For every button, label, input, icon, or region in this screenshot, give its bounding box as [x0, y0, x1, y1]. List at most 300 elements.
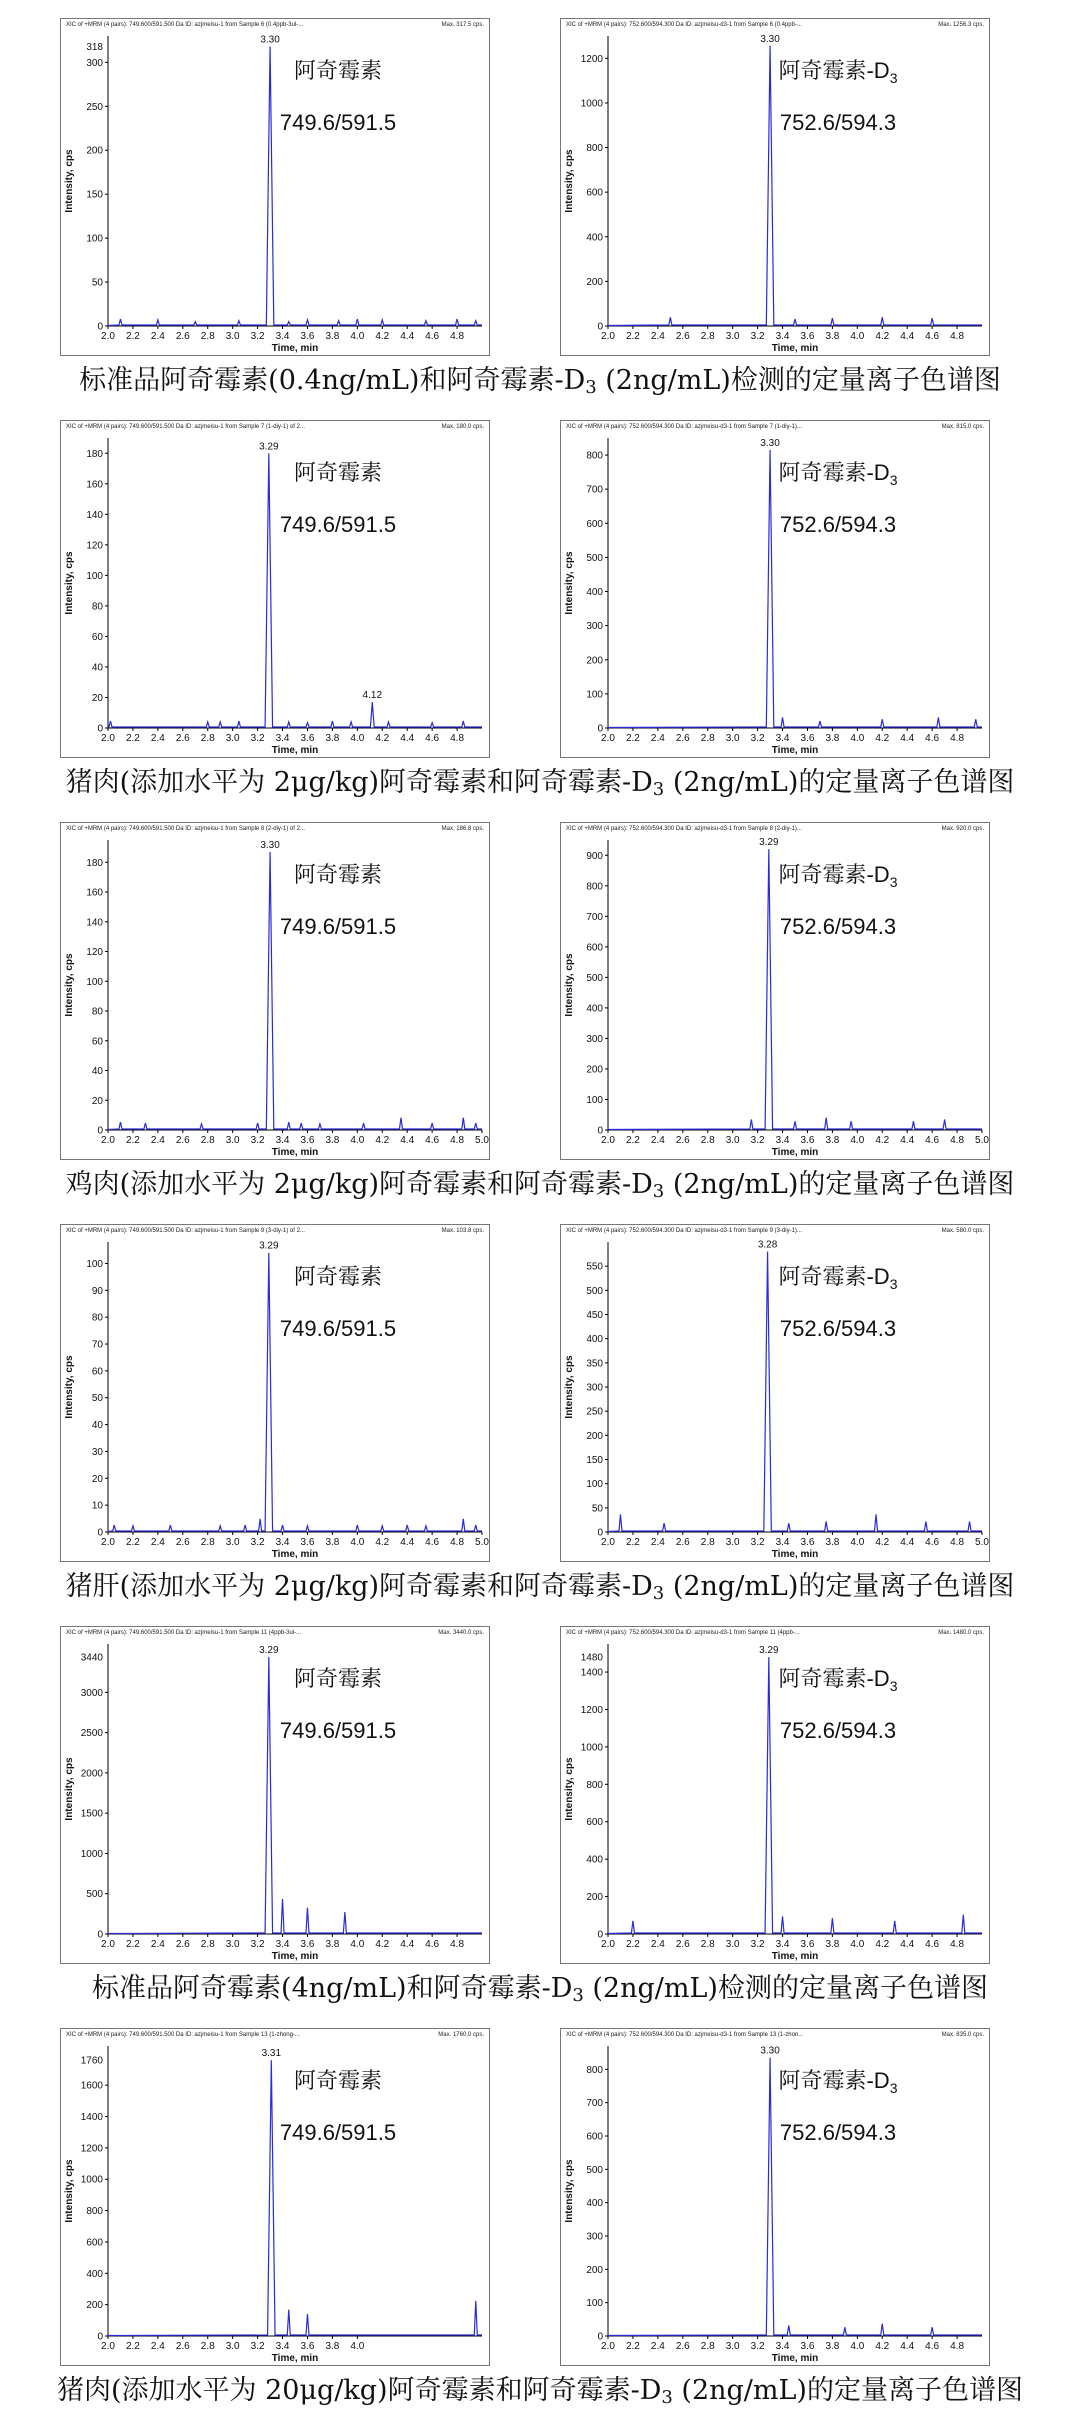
peak-label: 3.29 — [759, 837, 779, 849]
x-tick-label: 4.6 — [925, 733, 940, 744]
x-tick-label: 5.0 — [975, 1135, 989, 1146]
peak-label: 3.30 — [760, 33, 780, 45]
panel-header: XIC of +MRM (4 pairs): 752.600/594.300 Da ID: azjmeisu-d3-1 from Sample 13 (1-zhon... — [566, 2032, 804, 2038]
x-tick-label: 3.0 — [225, 1939, 240, 1950]
y-tick-label: 400 — [586, 1003, 603, 1015]
figure-caption: 鸡肉(添加水平为 2μg/kg)阿奇霉素和阿奇霉素$-D_3$ (2ng/mL)的定量离子色谱图 — [65, 1169, 1015, 1202]
chromatogram-3-1 — [560, 1224, 990, 1562]
panel-frame — [561, 1627, 990, 1964]
x-tick-label: 4.2 — [875, 1939, 890, 1950]
x-tick-label: 3.4 — [775, 1135, 790, 1146]
y-tick-label: 160 — [86, 479, 103, 491]
x-tick-label: 4.8 — [950, 1135, 965, 1146]
x-tick-label: 2.6 — [175, 2341, 190, 2352]
x-tick-label: 2.0 — [601, 1135, 615, 1146]
y-tick-label: 400 — [586, 1334, 603, 1346]
y-tick-label: 200 — [586, 2264, 603, 2276]
x-tick-label: 4.4 — [400, 1537, 415, 1548]
y-tick-label: 40 — [91, 662, 103, 674]
y-axis-label: Intensity, cps — [64, 1355, 75, 1419]
y-tick-label: 350 — [586, 1358, 603, 1370]
x-tick-label: 4.4 — [400, 1135, 415, 1146]
x-axis-label: Time, min — [771, 1549, 819, 1560]
y-tick-label: 10 — [91, 1500, 103, 1512]
x-tick-label: 3.6 — [800, 733, 815, 744]
compound-name: 阿奇霉素 — [293, 862, 383, 887]
panel-max: Max. 815.0 cps. — [941, 424, 984, 430]
x-tick-label: 3.6 — [800, 2341, 815, 2352]
x-tick-label: 4.2 — [875, 1135, 890, 1146]
x-tick-label: 4.0 — [850, 1537, 865, 1548]
panel-max: Max. 186.8 cps. — [441, 826, 484, 832]
x-tick-label: 4.6 — [425, 1537, 440, 1548]
x-axis-label: Time, min — [771, 343, 819, 354]
x-tick-label: 2.4 — [150, 2341, 165, 2352]
transition-label: 752.6/594.3 — [779, 1316, 897, 1341]
y-tick-label: 1600 — [80, 2080, 103, 2092]
chromatogram-3-0 — [60, 1224, 490, 1562]
x-tick-label: 4.6 — [925, 1537, 940, 1548]
x-tick-label: 2.2 — [625, 331, 640, 342]
x-tick-label: 4.4 — [900, 331, 915, 342]
x-axis-label: Time, min — [271, 1147, 319, 1158]
x-tick-label: 4.4 — [900, 1135, 915, 1146]
x-tick-label: 2.6 — [675, 733, 690, 744]
y-tick-label: 20 — [91, 1473, 103, 1485]
y-max-label: 1760 — [80, 2055, 103, 2067]
y-tick-label: 600 — [586, 942, 603, 954]
x-axis-label: Time, min — [771, 2353, 819, 2364]
peak-label: 3.28 — [757, 1239, 778, 1251]
x-tick-label: 4.4 — [400, 1939, 415, 1950]
x-tick-label: 4.4 — [400, 331, 415, 342]
x-tick-label: 2.0 — [101, 1939, 115, 1950]
y-tick-label: 100 — [586, 689, 603, 701]
y-tick-label: 500 — [586, 2164, 603, 2176]
y-axis-label: Intensity, cps — [64, 2159, 75, 2223]
x-tick-label: 4.2 — [875, 2341, 890, 2352]
x-tick-label: 2.8 — [200, 1537, 215, 1548]
peak-label: 3.29 — [259, 1644, 279, 1656]
x-tick-label: 3.4 — [275, 1135, 290, 1146]
x-tick-label: 4.0 — [350, 2341, 365, 2352]
x-tick-label: 2.0 — [101, 1135, 115, 1146]
y-tick-label: 0 — [97, 1527, 103, 1539]
transition-label: 752.6/594.3 — [779, 914, 897, 939]
x-tick-label: 3.0 — [725, 331, 740, 342]
y-tick-label: 800 — [586, 450, 603, 462]
y-tick-label: 300 — [586, 1382, 603, 1394]
y-tick-label: 0 — [597, 1527, 603, 1539]
x-tick-label: 5.0 — [975, 1537, 989, 1548]
x-tick-label: 3.0 — [225, 1537, 240, 1548]
y-axis-label: Intensity, cps — [64, 1757, 75, 1821]
chromatogram-5-1 — [560, 2028, 990, 2366]
panel-frame — [61, 1627, 490, 1964]
y-axis-label: Intensity, cps — [564, 149, 575, 213]
y-tick-label: 900 — [586, 850, 603, 862]
panel-header: XIC of +MRM (4 pairs): 752.600/594.300 Da ID: azjmeisu-d3-1 from Sample 7 (1-diy-1)... — [566, 424, 802, 430]
y-tick-label: 100 — [586, 1479, 603, 1491]
x-axis-label: Time, min — [271, 1549, 319, 1560]
y-tick-label: 250 — [86, 101, 103, 113]
x-tick-label: 3.4 — [275, 2341, 290, 2352]
x-tick-label: 2.0 — [101, 733, 115, 744]
y-tick-label: 800 — [586, 881, 603, 893]
x-tick-label: 3.8 — [825, 1537, 840, 1548]
y-tick-label: 180 — [86, 448, 103, 460]
peak-label: 3.29 — [259, 1240, 279, 1252]
y-tick-label: 200 — [586, 1430, 603, 1442]
x-tick-label: 3.4 — [775, 733, 790, 744]
x-tick-label: 3.6 — [800, 1135, 815, 1146]
x-tick-label: 3.2 — [750, 1135, 765, 1146]
y-axis-label: Intensity, cps — [564, 953, 575, 1017]
y-tick-label: 550 — [586, 1261, 603, 1273]
x-tick-label: 4.6 — [925, 1135, 940, 1146]
x-tick-label: 4.8 — [950, 1939, 965, 1950]
x-tick-label: 3.0 — [225, 2341, 240, 2352]
y-axis-label: Intensity, cps — [564, 2159, 575, 2223]
y-tick-label: 0 — [97, 723, 103, 735]
x-tick-label: 3.0 — [725, 1135, 740, 1146]
y-tick-label: 400 — [586, 1854, 603, 1866]
x-tick-label: 2.4 — [150, 331, 165, 342]
x-tick-label: 2.8 — [200, 1939, 215, 1950]
panel-frame — [61, 1225, 490, 1562]
x-tick-label: 3.2 — [750, 1939, 765, 1950]
x-tick-label: 3.8 — [325, 331, 340, 342]
y-tick-label: 600 — [586, 1817, 603, 1829]
y-tick-label: 80 — [91, 601, 103, 613]
panel-frame — [561, 823, 990, 1160]
x-tick-label: 4.2 — [875, 1537, 890, 1548]
transition-label: 749.6/591.5 — [279, 1316, 397, 1341]
x-tick-label: 3.2 — [750, 331, 765, 342]
x-tick-label: 3.0 — [225, 733, 240, 744]
x-tick-label: 4.0 — [850, 1135, 865, 1146]
x-tick-label: 4.2 — [875, 331, 890, 342]
y-tick-label: 600 — [586, 187, 603, 199]
y-tick-label: 600 — [586, 518, 603, 530]
panel-frame — [61, 421, 490, 758]
x-tick-label: 2.4 — [650, 1537, 665, 1548]
chromatogram-1-1 — [560, 420, 990, 758]
x-tick-label: 2.2 — [125, 1939, 140, 1950]
y-tick-label: 0 — [97, 2331, 103, 2343]
x-tick-label: 2.4 — [650, 1939, 665, 1950]
panel-frame — [561, 19, 990, 356]
y-tick-label: 1400 — [580, 1667, 603, 1679]
panel-header: XIC of +MRM (4 pairs): 749.600/591.500 Da ID: azjmeisu-1 from Sample 7 (1-diy-1) of 2... — [66, 424, 305, 430]
chromatogram-0-1 — [560, 18, 990, 356]
y-tick-label: 40 — [91, 1066, 103, 1078]
y-tick-label: 100 — [586, 2298, 603, 2310]
panel-max: Max. 103.8 cps. — [441, 1228, 484, 1234]
x-tick-label: 4.4 — [900, 1537, 915, 1548]
x-tick-label: 3.4 — [775, 1537, 790, 1548]
x-tick-label: 4.4 — [900, 1939, 915, 1950]
x-tick-label: 3.8 — [825, 1135, 840, 1146]
compound-name: 阿奇霉素$-D_3$ — [778, 1264, 898, 1292]
x-tick-label: 3.8 — [825, 733, 840, 744]
y-tick-label: 300 — [586, 2231, 603, 2243]
x-tick-label: 3.8 — [325, 1939, 340, 1950]
y-axis-label: Intensity, cps — [64, 551, 75, 615]
x-tick-label: 5.0 — [475, 1537, 489, 1548]
peak-label: 3.30 — [760, 2045, 780, 2057]
y-tick-label: 700 — [586, 484, 603, 496]
y-tick-label: 150 — [86, 189, 103, 201]
chromatogram-4-0 — [60, 1626, 490, 1964]
compound-name: 阿奇霉素$-D_3$ — [778, 862, 898, 890]
panel-max: Max. 180.0 cps. — [441, 424, 484, 430]
x-tick-label: 4.6 — [925, 331, 940, 342]
panel-frame — [561, 421, 990, 758]
panel-header: XIC of +MRM (4 pairs): 752.600/594.300 Da ID: azjmeisu-d3-1 from Sample 11 (4ppb-... — [566, 1630, 800, 1636]
panel-max: Max. 1256.3 cps. — [938, 22, 984, 28]
x-tick-label: 2.8 — [700, 1537, 715, 1548]
panel-header: XIC of +MRM (4 pairs): 752.600/594.300 Da ID: azjmeisu-d3-1 from Sample 9 (3-diy-1)... — [566, 1228, 802, 1234]
x-tick-label: 2.4 — [150, 1939, 165, 1950]
y-tick-label: 100 — [86, 233, 103, 245]
x-axis-label: Time, min — [771, 745, 819, 756]
x-tick-label: 3.8 — [825, 1939, 840, 1950]
y-tick-label: 450 — [586, 1310, 603, 1321]
y-max-label: 1480 — [580, 1652, 603, 1664]
y-tick-label: 100 — [86, 570, 103, 582]
y-tick-label: 50 — [91, 277, 103, 289]
x-tick-label: 3.2 — [250, 331, 265, 342]
compound-name: 阿奇霉素$-D_3$ — [778, 2068, 898, 2096]
x-tick-label: 4.2 — [375, 733, 390, 744]
y-tick-label: 300 — [586, 621, 603, 633]
x-tick-label: 2.8 — [200, 1135, 215, 1146]
x-tick-label: 2.2 — [125, 331, 140, 342]
x-tick-label: 3.8 — [825, 2341, 840, 2352]
transition-label: 752.6/594.3 — [779, 2120, 897, 2145]
x-axis-label: Time, min — [271, 343, 319, 354]
chromatogram-4-1 — [560, 1626, 990, 1964]
peak-label: 3.31 — [261, 2048, 282, 2060]
x-tick-label: 3.6 — [800, 331, 815, 342]
x-axis-label: Time, min — [271, 2353, 319, 2364]
y-max-label: 318 — [86, 42, 103, 54]
transition-label: 749.6/591.5 — [279, 914, 397, 939]
y-tick-label: 300 — [86, 57, 103, 69]
x-tick-label: 3.2 — [750, 733, 765, 744]
y-tick-label: 400 — [586, 2198, 603, 2210]
x-tick-label: 2.2 — [625, 733, 640, 744]
y-tick-label: 250 — [586, 1406, 603, 1418]
y-tick-label: 100 — [86, 976, 103, 988]
x-tick-label: 2.4 — [150, 733, 165, 744]
peak-label: 3.30 — [260, 839, 280, 851]
x-tick-label: 4.8 — [450, 1537, 465, 1548]
x-tick-label: 3.4 — [775, 2341, 790, 2352]
x-tick-label: 2.6 — [675, 1939, 690, 1950]
x-tick-label: 4.6 — [425, 1939, 440, 1950]
compound-name: 阿奇霉素 — [293, 2068, 383, 2093]
chromatogram-2-0 — [60, 822, 490, 1160]
y-axis-label: Intensity, cps — [564, 1355, 575, 1419]
x-tick-label: 2.6 — [175, 1537, 190, 1548]
x-tick-label: 2.2 — [125, 1537, 140, 1548]
y-axis-label: Intensity, cps — [64, 953, 75, 1017]
compound-name: 阿奇霉素$-D_3$ — [778, 1666, 898, 1694]
x-tick-label: 3.6 — [300, 2341, 315, 2352]
x-tick-label: 2.8 — [200, 733, 215, 744]
panel-header: XIC of +MRM (4 pairs): 752.600/594.300 Da ID: azjmeisu-d3-1 from Sample 6 (0.4ppb-... — [566, 22, 802, 28]
x-tick-label: 3.4 — [775, 331, 790, 342]
x-tick-label: 3.6 — [800, 1537, 815, 1548]
x-tick-label: 2.2 — [625, 1537, 640, 1548]
panel-header: XIC of +MRM (4 pairs): 749.600/591.500 Da ID: azjmeisu-1 from Sample 13 (1-zhong-... — [66, 2032, 300, 2038]
figure-caption: 标准品阿奇霉素(4ng/mL)和阿奇霉素$-D_3$ (2ng/mL)检测的定量离子色谱图 — [92, 1973, 988, 2006]
y-tick-label: 200 — [586, 1892, 603, 1904]
y-tick-label: 0 — [97, 1125, 103, 1137]
transition-label: 749.6/591.5 — [279, 512, 397, 537]
y-tick-label: 30 — [91, 1446, 103, 1458]
x-tick-label: 4.8 — [950, 1537, 965, 1548]
x-tick-label: 3.8 — [325, 1135, 340, 1146]
y-tick-label: 700 — [586, 2098, 603, 2110]
x-tick-label: 3.0 — [225, 331, 240, 342]
x-tick-label: 4.8 — [450, 331, 465, 342]
y-tick-label: 20 — [91, 692, 103, 704]
y-tick-label: 0 — [597, 723, 603, 735]
transition-label: 752.6/594.3 — [779, 110, 897, 135]
y-tick-label: 2500 — [80, 1728, 103, 1740]
y-tick-label: 1200 — [580, 1704, 603, 1716]
y-tick-label: 200 — [586, 655, 603, 667]
y-tick-label: 80 — [91, 1312, 103, 1324]
x-tick-label: 2.0 — [601, 1537, 615, 1548]
y-tick-label: 500 — [86, 1889, 103, 1901]
x-tick-label: 3.2 — [250, 733, 265, 744]
y-tick-label: 300 — [586, 1033, 603, 1045]
panel-max: Max. 835.0 cps. — [941, 2032, 984, 2038]
x-tick-label: 2.2 — [625, 2341, 640, 2352]
y-tick-label: 140 — [86, 917, 103, 929]
x-tick-label: 4.0 — [350, 1939, 365, 1950]
x-tick-label: 2.4 — [150, 1135, 165, 1146]
x-tick-label: 4.0 — [850, 331, 865, 342]
x-tick-label: 2.6 — [175, 331, 190, 342]
y-tick-label: 800 — [586, 143, 603, 155]
x-tick-label: 3.4 — [275, 733, 290, 744]
y-tick-label: 100 — [86, 1258, 103, 1270]
y-tick-label: 400 — [86, 2268, 103, 2280]
x-tick-label: 5.0 — [475, 1135, 489, 1146]
x-axis-label: Time, min — [771, 1951, 819, 1962]
x-tick-label: 2.8 — [200, 2341, 215, 2352]
peak-label: 3.30 — [260, 34, 280, 46]
panel-max: Max. 1480.0 cps. — [938, 1630, 984, 1636]
x-tick-label: 4.6 — [925, 2341, 940, 2352]
x-tick-label: 2.2 — [625, 1135, 640, 1146]
y-tick-label: 60 — [91, 631, 103, 643]
y-tick-label: 90 — [91, 1285, 103, 1297]
y-tick-label: 150 — [586, 1455, 603, 1466]
x-tick-label: 4.4 — [900, 2341, 915, 2352]
x-tick-label: 3.6 — [800, 1939, 815, 1950]
chromatogram-1-0 — [60, 420, 490, 758]
y-tick-label: 200 — [86, 145, 103, 157]
y-tick-label: 1400 — [80, 2112, 103, 2124]
x-tick-label: 4.2 — [375, 1939, 390, 1950]
panel-frame — [61, 19, 490, 356]
x-tick-label: 3.0 — [725, 1939, 740, 1950]
x-axis-label: Time, min — [271, 1951, 319, 1962]
x-tick-label: 2.8 — [200, 331, 215, 342]
x-tick-label: 3.0 — [725, 2341, 740, 2352]
transition-label: 752.6/594.3 — [779, 1718, 897, 1743]
y-tick-label: 1200 — [580, 53, 603, 65]
y-tick-label: 50 — [591, 1503, 603, 1515]
x-tick-label: 2.0 — [601, 2341, 615, 2352]
y-tick-label: 600 — [86, 2237, 103, 2249]
y-tick-label: 60 — [91, 1036, 103, 1048]
x-tick-label: 2.4 — [650, 331, 665, 342]
chromatogram-0-0 — [60, 18, 490, 356]
x-tick-label: 2.4 — [650, 733, 665, 744]
x-tick-label: 2.0 — [601, 733, 615, 744]
y-tick-label: 50 — [91, 1393, 103, 1405]
x-tick-label: 4.0 — [850, 1939, 865, 1950]
x-tick-label: 3.8 — [325, 1537, 340, 1548]
x-tick-label: 4.0 — [350, 331, 365, 342]
panel-header: XIC of +MRM (4 pairs): 749.600/591.500 Da ID: azjmeisu-1 from Sample 9 (3-diy-1) of 2... — [66, 1228, 305, 1234]
x-tick-label: 2.2 — [625, 1939, 640, 1950]
panel-header: XIC of +MRM (4 pairs): 749.600/591.500 Da ID: azjmeisu-1 from Sample 6 (0.4ppb-3ul-... — [66, 22, 304, 28]
x-tick-label: 4.2 — [375, 331, 390, 342]
x-tick-label: 2.8 — [700, 331, 715, 342]
x-tick-label: 3.2 — [250, 2341, 265, 2352]
x-tick-label: 3.2 — [250, 1537, 265, 1548]
x-tick-label: 2.0 — [601, 1939, 615, 1950]
x-tick-label: 2.0 — [601, 331, 615, 342]
y-tick-label: 140 — [86, 509, 103, 521]
y-tick-label: 0 — [597, 2331, 603, 2343]
panel-frame — [561, 1225, 990, 1562]
x-tick-label: 4.6 — [425, 331, 440, 342]
x-tick-label: 4.2 — [375, 1135, 390, 1146]
compound-name: 阿奇霉素 — [293, 1264, 383, 1289]
y-tick-label: 600 — [586, 2131, 603, 2143]
x-tick-label: 4.8 — [950, 331, 965, 342]
x-tick-label: 4.6 — [425, 1135, 440, 1146]
x-tick-label: 3.8 — [325, 733, 340, 744]
x-tick-label: 2.6 — [675, 1537, 690, 1548]
y-tick-label: 800 — [586, 2064, 603, 2076]
x-tick-label: 2.0 — [101, 2341, 115, 2352]
y-tick-label: 500 — [586, 1285, 603, 1297]
x-tick-label: 3.0 — [725, 1537, 740, 1548]
compound-name: 阿奇霉素 — [293, 460, 383, 485]
y-tick-label: 0 — [97, 1929, 103, 1941]
y-tick-label: 200 — [586, 276, 603, 288]
panel-frame — [61, 823, 490, 1160]
y-tick-label: 70 — [91, 1339, 103, 1351]
y-tick-label: 0 — [97, 321, 103, 333]
figure-caption: 猪肝(添加水平为 2μg/kg)阿奇霉素和阿奇霉素$-D_3$ (2ng/mL)的定量离子色谱图 — [65, 1571, 1015, 1604]
x-tick-label: 3.0 — [225, 1135, 240, 1146]
x-tick-label: 3.8 — [325, 2341, 340, 2352]
x-tick-label: 4.0 — [850, 2341, 865, 2352]
minor-peak-label: 4.12 — [362, 690, 383, 702]
y-axis-label: Intensity, cps — [64, 149, 75, 213]
